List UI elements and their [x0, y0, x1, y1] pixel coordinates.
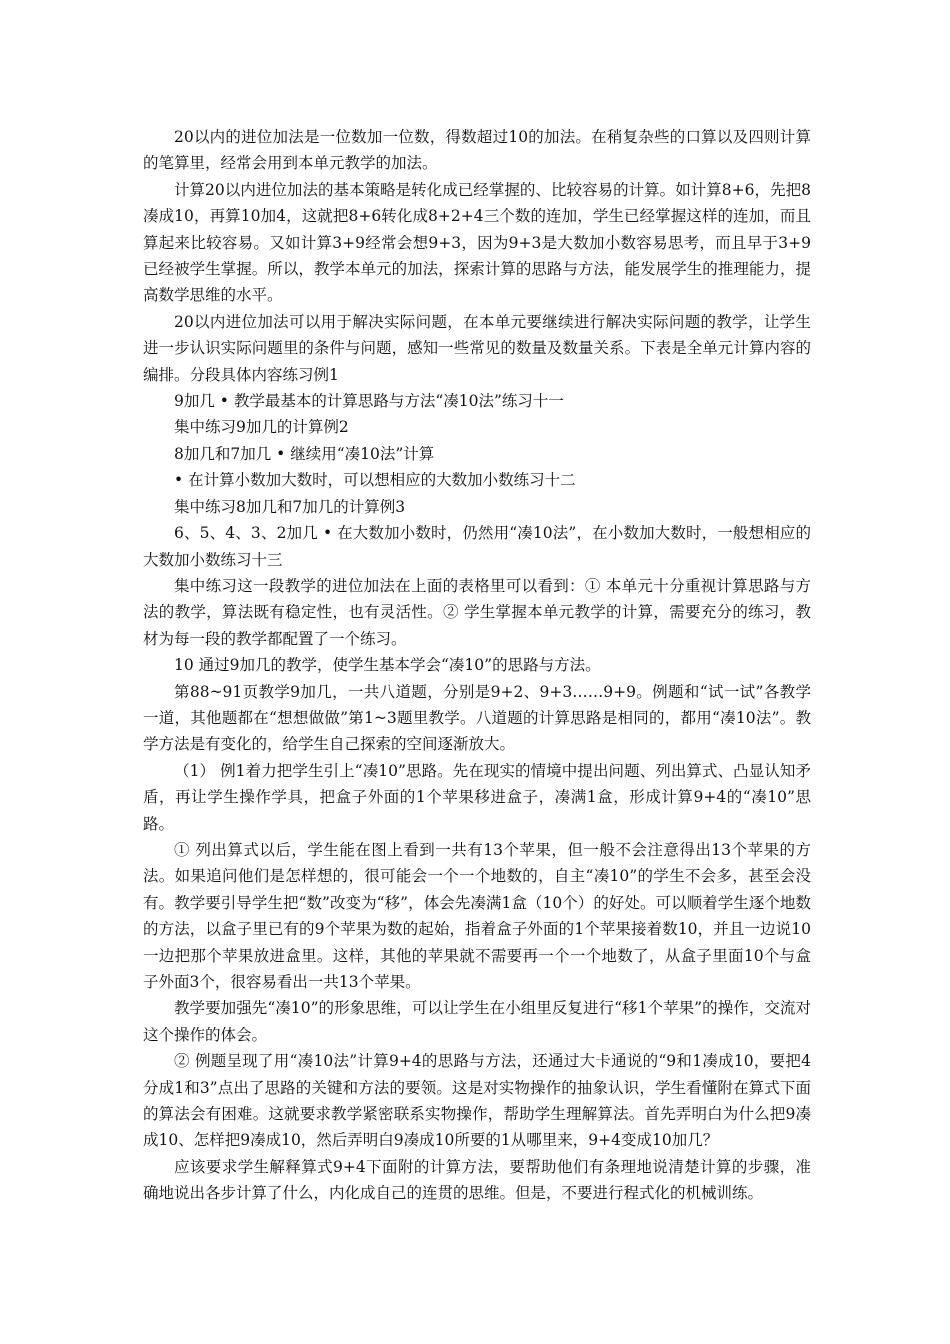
paragraph-example-1: （1） 例1着力把学生引上“凑10”思路。先在现实的情境中提出问题、列出算式、凸显认知矛盾，再让学生操作学具，把盒子外面的1个苹果移进盒子，凑满1盒，形成计算9+4的“凑10”思路。 [143, 761, 811, 833]
paragraph-pages-88-91: 第88~91页教学9加几，一共八道题，分别是9+2、9+3……9+9。例题和“试一试”各教学一道，其他题都在“想想做做”第1~3题里教学。八道题的计算思路是相同的，都用“凑10法”。教学方法是有变化的，给学生自己探索的空间逐渐放大。 [143, 682, 811, 754]
paragraph-application: 20以内进位加法可以用于解决实际问题，在本单元要继续进行解决实际问题的教学，让学生进一步认识实际问题里的条件与问题，感知一些常见的数量及数量关系。下表是全单元计算内容的编排。分段具体内容练习例1 [143, 312, 811, 384]
paragraph-intro: 20以内的进位加法是一位数加一位数，得数超过10的加法。在稍复杂些的口算以及四则计算的笔算里，经常会用到本单元教学的加法。 [143, 128, 811, 173]
table-row-8-7-plus: 8加几和7加几 • 继续用“凑10法”计算 [174, 444, 435, 463]
paragraph-imagery: 教学要加强先“凑10”的形象思维，可以让学生在小组里反复进行“移1个苹果”的操作，交流对这个操作的体会。 [143, 999, 811, 1044]
paragraph-point-2: ② 例题呈现了用“凑10法”计算9+4的思路与方法，还通过大卡通说的“9和1凑成10，要把4分成1和3”点出了思路的关键和方法的要领。这是对实物操作的抽象认识，学生看懂附在算式下面的算法会有困难。这就要求教学紧密联系实物操作，帮助学生理解算法。首先弄明白为什么把9凑成10、怎样把9凑成10，然后弄明白9凑成10所要的1从哪里来，9+4变成10加几？ [143, 1052, 811, 1150]
paragraph-summary: 集中练习这一段教学的进位加法在上面的表格里可以看到：① 本单元十分重视计算思路与方法的教学，算法既有稳定性，也有灵活性。② 学生掌握本单元教学的计算，需要充分的练习，教材为每一段的教学都配置了一个练习。 [143, 576, 811, 648]
paragraph-explain: 应该要求学生解释算式9+4下面附的计算方法，要帮助他们有条理地说清楚计算的步骤，准确地说出各步计算了什么，内化成自己的连贯的思维。但是，不要进行程式化的机械训练。 [143, 1157, 811, 1203]
paragraph-point-1: ① 列出算式以后，学生能在图上看到一共有13个苹果，但一般不会注意得出13个苹果的方法。如果追问他们是怎样想的，很可能会一个一个地数的，自主“凑10”的学生不会多，甚至会没有。教学要引导学生把“数”改变为“移”，体会先凑满1盒（10个）的好处。可以顺着学生逐个地数的方法，以盒子里已有的9个苹果为数的起始，指着盒子外面的1个苹果接着数10，并且一边说10一边把那个苹果放进盒里。这样，其他的苹果就不需要再一个一个地数了，从盒子里面10个与盒子外面3个，很容易看出一共13个苹果。 [143, 840, 811, 991]
paragraph-strategy: 计算20以内进位加法的基本策略是转化成已经掌握的、比较容易的计算。如计算8+6，先把8凑成10，再算10加4，这就把8+6转化成8+2+4三个数的连加，学生已经掌握这样的连加，而且算起来比较容易。又如计算3+9经常会想9+3，因为9+3是大数加小数容易思考，而且早于3+9已经被学生掌握。所以，教学本单元的加法，探索计算的思路与方法，能发展学生的推理能力，提高数学思维的水平。 [143, 180, 811, 305]
table-row-6-to-2-plus: 6、5、4、3、2加几 • 在大数加小数时，仍然用“凑10法”，在小数加大数时，一般想相应的大数加小数练习十三 [143, 524, 811, 569]
paragraph-section-10: 10 通过9加几的教学，使学生基本学会“凑10”的思路与方法。 [174, 656, 601, 675]
table-row-practice-9: 集中练习9加几的计算例2 [174, 418, 349, 437]
table-row-9-plus: 9加几 • 教学最基本的计算思路与方法“凑10法”练习十一 [174, 392, 564, 411]
table-row-small-plus-big: • 在计算小数加大数时，可以想相应的大数加小数练习十二 [174, 471, 576, 490]
table-row-practice-8-7: 集中练习8加几和7加几的计算例3 [174, 497, 406, 516]
document-body [143, 124, 811, 1207]
